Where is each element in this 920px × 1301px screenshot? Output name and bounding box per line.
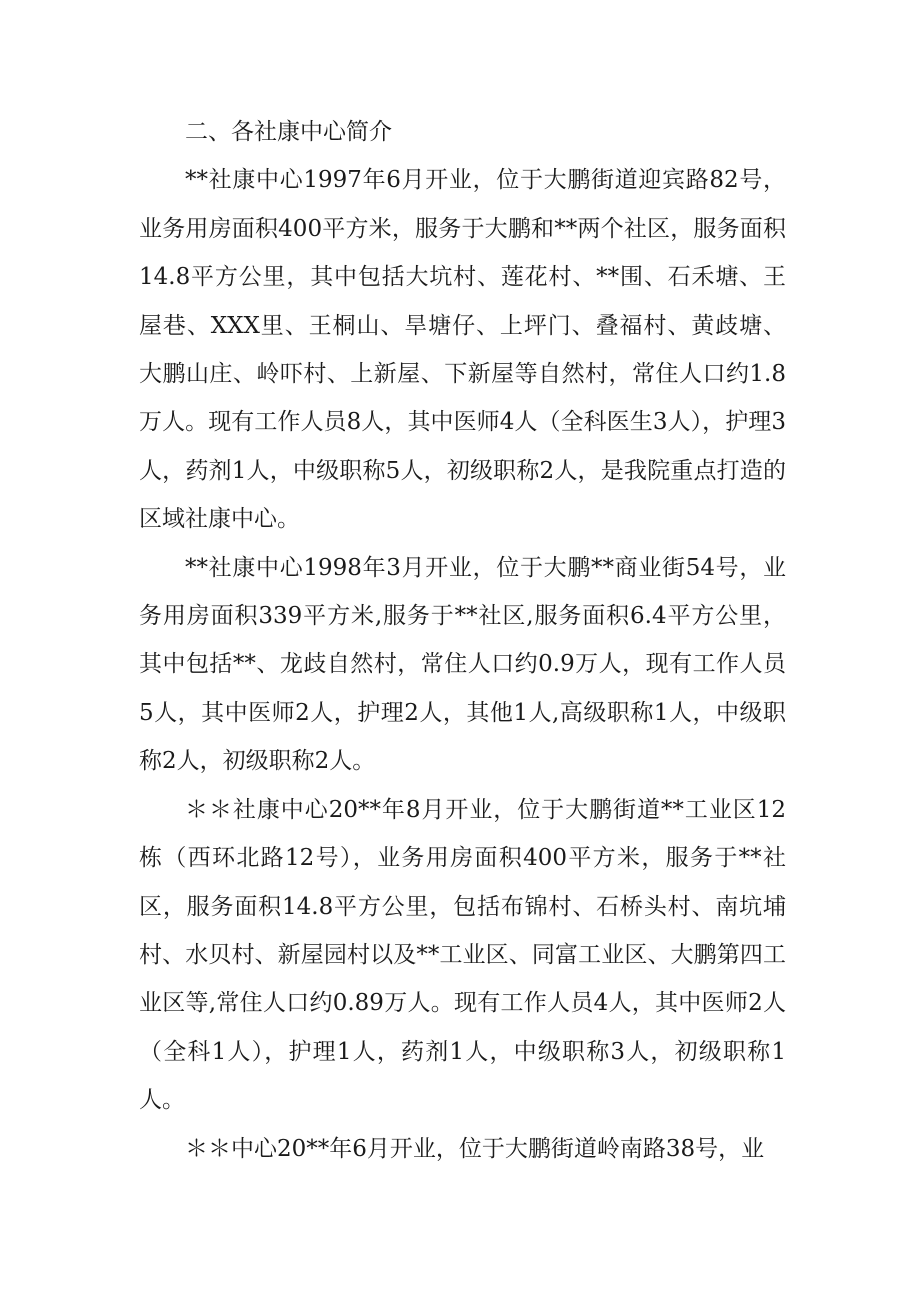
paragraph-center-3: ＊＊社康中心20**年8月开业，位于大鹏街道**工业区12栋（西环北路12号），业务用房面积400平方米，服务于**社区，服务面积14.8平方公里，包括布锦村、石桥头村、南坑埔村、水贝村、新屋园村以及**工业区、同富工业区、大鹏第四工业区等,常住人口约0.89万人。现有工作人员4人，其中医师2人（全科1人），护理1人，药剂1人，中级职称3人，初级职称1人。 <box>139 796 786 1114</box>
paragraph-center-1: **社康中心1997年6月开业，位于大鹏街道迎宾路82号，业务用房面积400平方米，服务于大鹏和**两个社区，服务面积14.8平方公里，其中包括大坑村、莲花村、**围、石禾塘、王屋巷、XXX里、王桐山、旱塘仔、上坪门、叠福村、黄歧塘、大鹏山庄、岭吓村、上新屋、下新屋等自然村，常住人口约1.8万人。现有工作人员8人，其中医师4人（全科医生3人），护理3人，药剂1人，中级职称5人，初级职称2人，是我院重点打造的区域社康中心。 <box>139 167 786 533</box>
paragraph-center-2: **社康中心1998年3月开业，位于大鹏**商业街54号，业务用房面积339平方米,服务于**社区,服务面积6.4平方公里，其中包括**、龙歧自然村，常住人口约0.9万人，现有工作人员5人，其中医师2人，护理2人，其他1人,高级职称1人，中级职称2人，初级职称2人。 <box>139 554 786 775</box>
section-heading: 二、各社康中心简介 <box>185 119 392 145</box>
paragraph-center-4: ＊＊中心20**年6月开业，位于大鹏街道岭南路38号，业 <box>185 1135 765 1162</box>
document-body <box>139 108 786 1173</box>
